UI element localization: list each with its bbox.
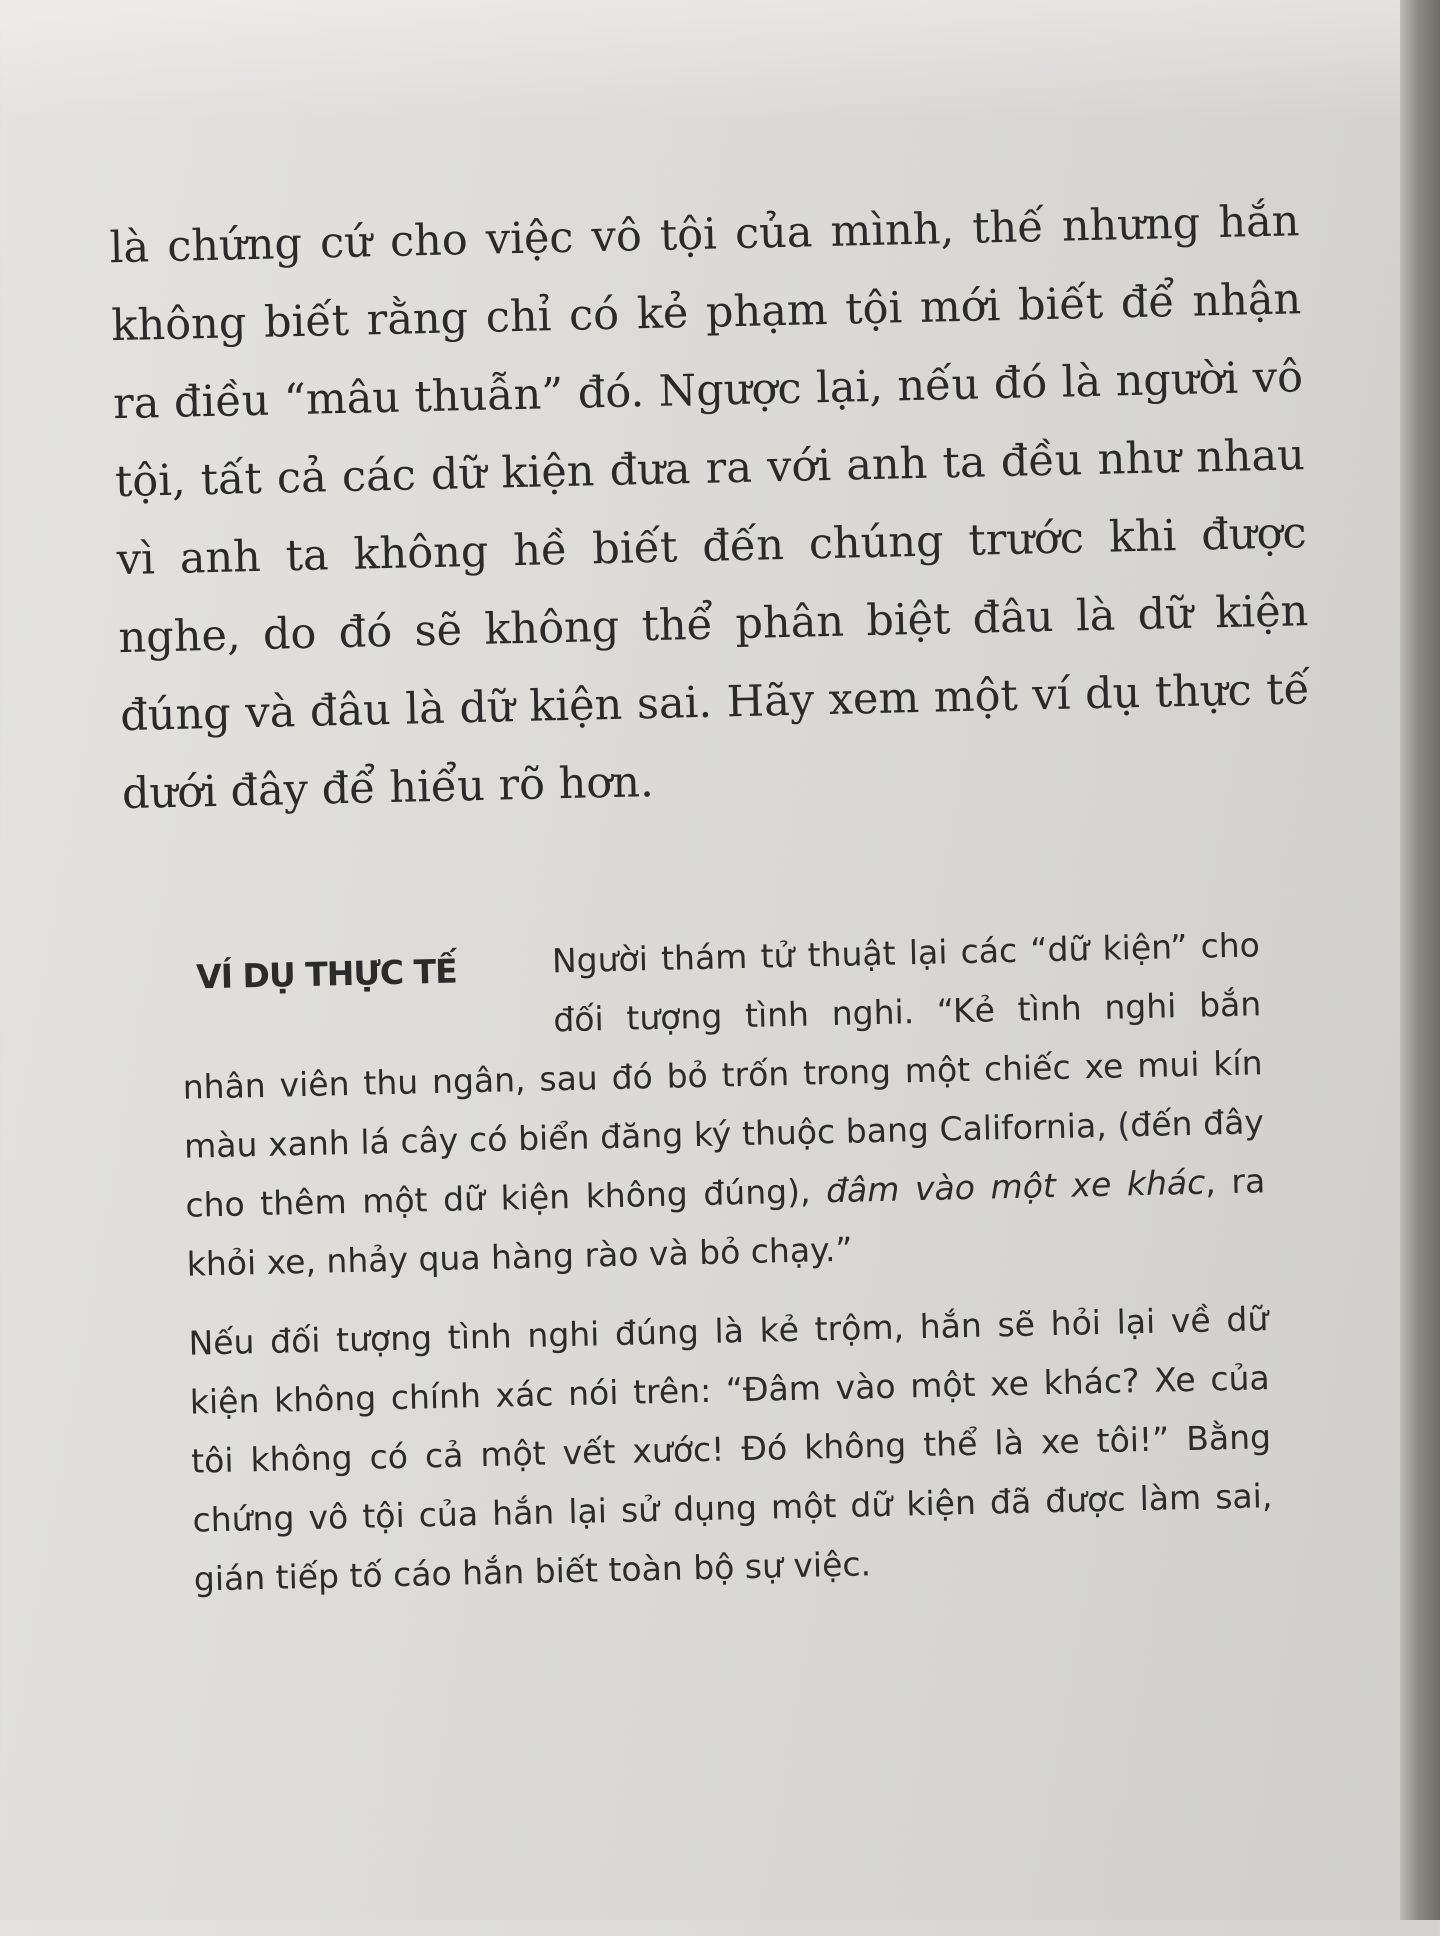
quote-text-end: , ra khỏi xe, nhảy qua hàng rào và bỏ chạy.” [186,1161,1266,1284]
body-paragraph: là chứng cứ cho việc vô tội của mình, thế nhưng hắn không biết rằng chỉ có kẻ phạm tội mới biết để nhận ra điều “mâu thuẫn” đó. Ngược lại, nếu đó là người vô tội, tất cả các dữ kiện đưa ra với anh ta đều như nhau vì anh ta không hề biết đến chúng trước khi được nghe, do đó sẽ không thể phân biệt đâu là dữ kiện đúng và đâu là dữ kiện sai. Hãy xem một ví dụ thực tế dưới đây để hiểu rõ hơn. [109,196,1311,820]
quote-italic-text: đâm vào một xe khác [825,1162,1206,1211]
example-box [179,915,1274,1608]
quote-text-start: Người thám tử thuật lại các “dữ kiện” cho đối tượng tình nghi. “Kẻ tình nghi bắn nhân viên thu ngân, sau đó bỏ trốn trong một chiếc xe mui kín màu xanh lá cây có biển đăng ký thuộc bang California, (đến đây cho thêm một dữ kiện không đúng), [182,925,1265,1225]
example-heading: VÍ DỤ THỰC TẾ [195,951,458,997]
example-follow-up: Nếu đối tượng tình nghi đúng là kẻ trộm, hắn sẽ hỏi lại về dữ kiện không chính xác nói trên: “Đâm vào một xe khác? Xe của tôi không có cả một vết xước! Đó không thể là xe tôi!” Bằng chứng vô tội của hắn lại sử dụng một dữ kiện đã được làm sai, gián tiếp tố cáo hắn biết toàn bộ sự việc. [188,1299,1273,1599]
page-edge [1400,0,1440,1920]
heading-spacer [179,931,553,1049]
